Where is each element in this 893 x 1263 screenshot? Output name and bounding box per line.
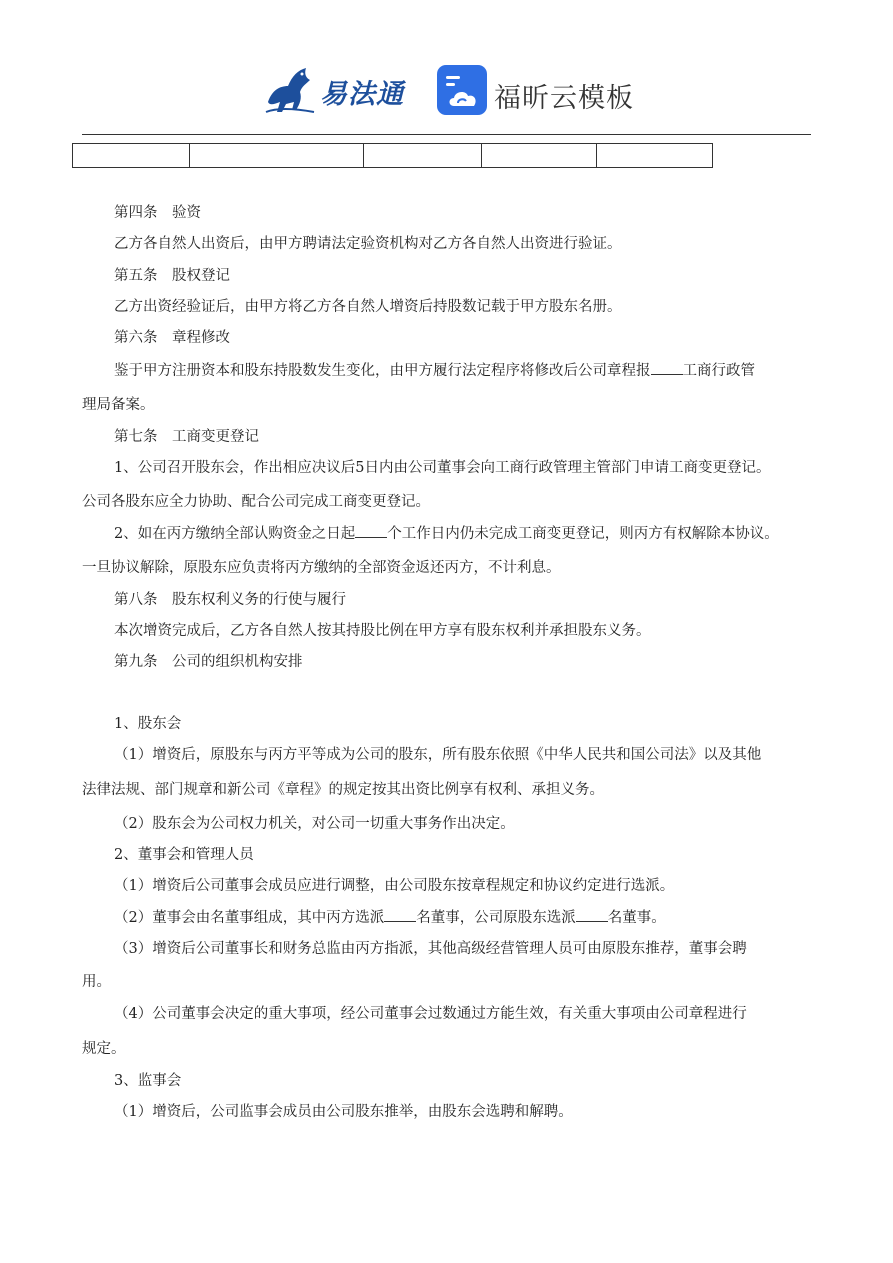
article-7-item-1: 1、公司召开股东会，作出相应决议后5日内由公司董事会向工商行政管理主管部门申请工商变更登记。 xyxy=(114,460,771,476)
fill-in-blank xyxy=(576,907,608,922)
table-cell xyxy=(364,144,482,168)
fill-in-blank xyxy=(355,523,387,538)
fill-in-blank xyxy=(651,360,683,375)
yifatong-logo xyxy=(262,62,412,118)
article-7-item-1-cont: 公司各股东应全力协助、配合公司完成工商变更登记。 xyxy=(82,494,430,510)
horse-emblem-icon xyxy=(262,62,318,118)
section-2-item-3-cont: 用。 xyxy=(82,974,111,990)
table-row xyxy=(73,144,713,168)
article-8-body: 本次增资完成后，乙方各自然人按其持股比例在甲方享有股东权利并承担股东义务。 xyxy=(114,623,651,639)
article-8-heading: 第八条 股东权利义务的行使与履行 xyxy=(114,592,346,608)
article-4-body: 乙方各自然人出资后，由甲方聘请法定验资机构对乙方各自然人出资进行验证。 xyxy=(114,236,622,252)
section-2-item-2: （2）董事会由名董事组成，其中丙方选派 名董事，公司原股东选派 名董事。 xyxy=(114,907,666,928)
table-cell xyxy=(482,144,597,168)
fuxin-logo xyxy=(436,64,636,118)
article-7-heading: 第七条 工商变更登记 xyxy=(114,429,259,445)
article-6-body-cont: 理局备案。 xyxy=(82,397,155,413)
article-7-item-2-cont: 一旦协议解除，原股东应负责将丙方缴纳的全部资金返还丙方，不计利息。 xyxy=(82,560,561,576)
section-1-item-1: （1）增资后，原股东与丙方平等成为公司的股东，所有股东依照《中华人民共和国公司法》以及其他 xyxy=(114,747,762,763)
section-2-item-3: （3）增资后公司董事长和财务总监由丙方指派，其他高级经营管理人员可由原股东推荐，董事会聘 xyxy=(114,941,747,957)
table-cell xyxy=(190,144,364,168)
table-cell xyxy=(73,144,190,168)
section-2-item-1: （1）增资后公司董事会成员应进行调整，由公司股东按章程规定和协议约定进行选派。 xyxy=(114,878,675,894)
document-header xyxy=(0,58,893,124)
section-2-heading: 2、董事会和管理人员 xyxy=(114,847,254,863)
section-3-item-1: （1）增资后，公司监事会成员由公司股东推举，由股东会选聘和解聘。 xyxy=(114,1104,573,1120)
section-2-item-4: （4）公司董事会决定的重大事项，经公司董事会过数通过方能生效，有关重大事项由公司章程进行 xyxy=(114,1006,747,1022)
section-3-heading: 3、监事会 xyxy=(114,1073,182,1089)
article-6-body: 鉴于甲方注册资本和股东持股数发生变化，由甲方履行法定程序将修改后公司章程报 工商行政管 xyxy=(114,360,755,381)
article-5-body: 乙方出资经验证后，由甲方将乙方各自然人增资后持股数记载于甲方股东名册。 xyxy=(114,299,622,315)
logo-left-text: 易法通 xyxy=(320,79,404,110)
fill-in-blank xyxy=(384,907,416,922)
blank-table xyxy=(72,143,713,168)
section-1-heading: 1、股东会 xyxy=(114,716,182,732)
article-9-heading: 第九条 公司的组织机构安排 xyxy=(114,654,303,670)
article-6-heading: 第六条 章程修改 xyxy=(114,330,230,346)
article-4-heading: 第四条 验资 xyxy=(114,205,201,221)
section-2-item-4-cont: 规定。 xyxy=(82,1041,126,1057)
cloud-document-icon xyxy=(436,64,488,116)
article-5-heading: 第五条 股权登记 xyxy=(114,268,230,284)
header-divider xyxy=(82,134,811,135)
section-1-item-1-cont: 法律法规、部门规章和新公司《章程》的规定按其出资比例享有权利、承担义务。 xyxy=(82,782,604,798)
logo-right-text: 福昕云模板 xyxy=(494,83,634,114)
table-cell xyxy=(597,144,713,168)
article-7-item-2: 2、如在丙方缴纳全部认购资金之日起 个工作日内仍未完成工商变更登记，则丙方有权解除本协议。 xyxy=(114,523,779,544)
section-1-item-2: （2）股东会为公司权力机关，对公司一切重大事务作出决定。 xyxy=(114,816,515,832)
